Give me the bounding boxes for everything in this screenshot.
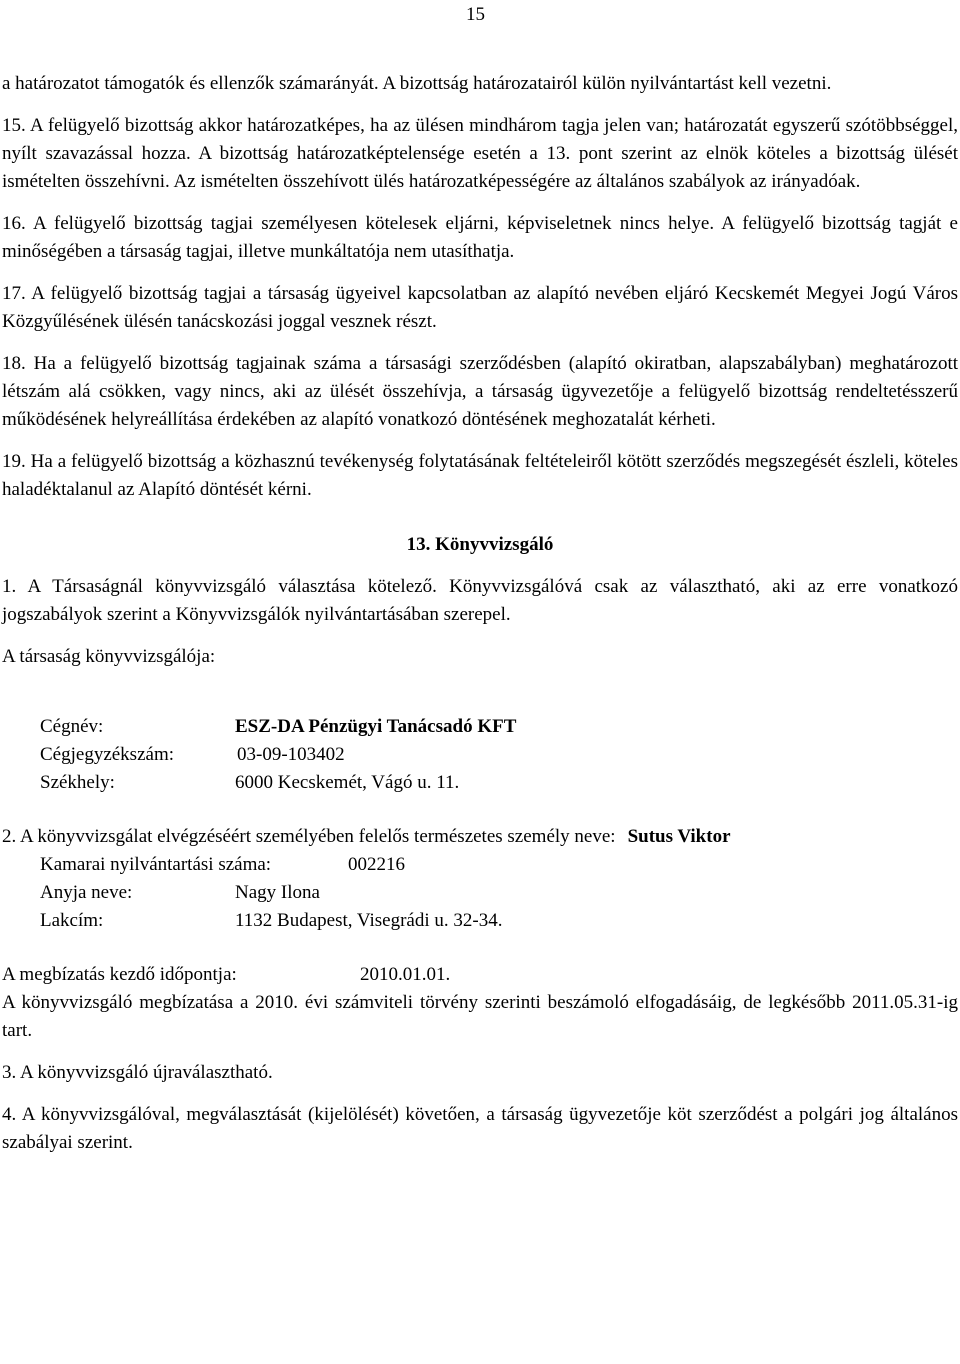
auditor-paragraph-3: 3. A könyvvizsgáló újraválasztható. (2, 1062, 273, 1083)
paragraph-19: 19. Ha a felügyelő bizottság a közhasznú tevékenység folytatásának feltételeiről kötött szerződés megszegését észleli, köteles haladéktalanul az Alapító döntését kérni. (2, 451, 958, 500)
mandate-start-value: 2010.01.01. (360, 964, 451, 985)
company-name-row (2, 713, 958, 741)
address-label: Lakcím: (40, 910, 104, 931)
chamber-value: 002216 (348, 854, 405, 875)
address-value: 1132 Budapest, Visegrádi u. 32-34. (235, 910, 503, 931)
mandate-text: A könyvvizsgáló megbízatása a 2010. évi számviteli törvény szerinti beszámoló elfogadásáig, de legkésőbb 2011.05.31-ig tart. (2, 992, 958, 1041)
address-row (2, 907, 958, 935)
paragraph-continuation: a határozatot támogatók és ellenzők számarányát. A bizottság határozatairól külön nyilvántartást kell vezetni. (2, 73, 832, 94)
document-body (2, 70, 958, 1157)
paragraph-17: 17. A felügyelő bizottság tagjai a társaság ügyeivel kapcsolatban az alapító nevében eljáró Kecskemét Megyei Jogú Város Közgyűlésének ülésén tanácskozási joggal vesznek részt. (2, 283, 958, 332)
mother-value: Nagy Ilona (235, 882, 320, 903)
chamber-label: Kamarai nyilvántartási száma: (40, 854, 272, 875)
paragraph-15: 15. A felügyelő bizottság akkor határozatképes, ha az ülésen mindhárom tagja jelen van; határozatát egyszerű szótöbbséggel, nyílt szavazással hozza. A bizottság határozatképtelensége esetén a 13. pont szerint az elnök köteles a bizottság ülését ismételten összehívni. Az ismételten összehívott ülés határozatképességére az általános szabályok az irányadóak. (2, 115, 958, 192)
auditor-person-name: Sutus Viktor (627, 826, 731, 847)
auditor-paragraph-1: 1. A Társaságnál könyvvizsgáló választása kötelező. Könyvvizsgálóvá csak az választható, aki az erre vonatkozó jogszabályok szerint a Könyvvizsgálók nyilvántartásában szerepel. (2, 576, 958, 625)
auditor-intro: A társaság könyvvizsgálója: (2, 646, 216, 667)
company-reg-row (2, 741, 958, 769)
paragraph-18: 18. Ha a felügyelő bizottság tagjainak száma a társasági szerződésben (alapító okiratban, alapszabályban) meghatározott létszám alá csökken, vagy nincs, aki az ülését összehívja, a társaság ügyvezetője a felügyelő bizottság rendeltetésszerű működésének helyreállítása érdekében az alapító vonatkozó döntésének meghozatalát kérheti. (2, 353, 958, 430)
mother-row (2, 879, 958, 907)
mother-label: Anyja neve: (40, 882, 133, 903)
auditor-paragraph-2 (2, 823, 958, 851)
mandate-start-row (2, 961, 958, 989)
section-heading: 13. Könyvvizsgáló (406, 534, 554, 555)
company-name-label: Cégnév: (40, 716, 104, 737)
chamber-row (2, 851, 958, 879)
page-number: 15 (466, 4, 485, 25)
company-seat-value: 6000 Kecskemét, Vágó u. 11. (235, 772, 460, 793)
paragraph-16: 16. A felügyelő bizottság tagjai személyesen kötelesek eljárni, képviseletnek nincs helye. A felügyelő bizottság tagját e minőségében a társaság tagjai, illetve munkáltatója nem utasíthatja. (2, 213, 958, 262)
company-name-value: ESZ-DA Pénzügyi Tanácsadó KFT (235, 716, 517, 737)
company-seat-row (2, 769, 958, 797)
auditor-paragraph-2-text: 2. A könyvvizsgálat elvégzéséért személyében felelős természetes személy neve: (2, 826, 616, 847)
company-reg-label: Cégjegyzékszám: (40, 744, 175, 765)
company-reg-value: 03-09-103402 (237, 744, 345, 765)
mandate-start-label: A megbízatás kezdő időpontja: (2, 964, 237, 985)
auditor-paragraph-4: 4. A könyvvizsgálóval, megválasztását (kijelölését) követően, a társaság ügyvezetője köt szerződést a polgári jog általános szabályai szerint. (2, 1104, 958, 1153)
company-seat-label: Székhely: (40, 772, 115, 793)
